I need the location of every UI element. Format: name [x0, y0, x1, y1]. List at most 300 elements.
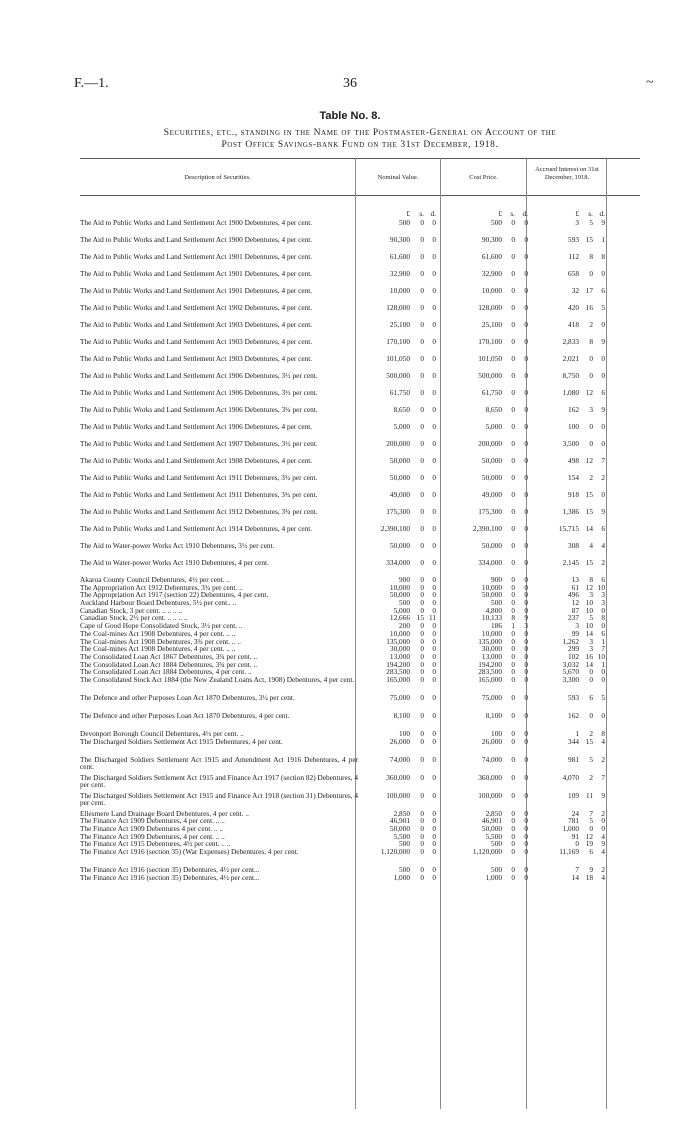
security-description: The Finance Act 1909 Debentures, 4 per cent. .. ..	[80, 831, 225, 841]
interest-pence: 0	[601, 371, 605, 380]
cost-shillings: 0	[511, 674, 515, 684]
cost-pounds: 100	[491, 728, 502, 738]
cost-shillings: 0	[511, 710, 515, 720]
cost-shillings: 0	[511, 524, 515, 533]
nominal-pounds: 61,750	[389, 388, 410, 397]
nominal-pence: 0	[432, 286, 436, 295]
interest-shillings: 9	[589, 865, 593, 875]
security-description: Ellesmere Land Drainage Board Debentures, 4 per cent. ..	[80, 808, 249, 818]
interest-pounds: 3,300	[562, 674, 579, 684]
interest-pence: 5	[601, 303, 605, 312]
cost-shillings: 0	[511, 252, 515, 261]
interest-pence: 0	[601, 439, 605, 448]
table-heading	[80, 127, 640, 151]
interest-shillings: 2	[589, 320, 593, 329]
cost-pounds: 50,000	[481, 541, 502, 550]
nominal-shillings: 0	[420, 824, 424, 833]
cost-pounds: 75,000	[481, 692, 502, 702]
interest-shillings: 0	[589, 371, 593, 380]
interest-pence: 1	[601, 659, 605, 669]
interest-pounds: 11,169	[559, 847, 579, 857]
interest-shillings: 14	[585, 659, 593, 669]
nominal-pence: 0	[432, 337, 436, 346]
interest-pence: 0	[601, 824, 605, 833]
nominal-shillings: 0	[420, 598, 424, 608]
table-row	[80, 542, 650, 559]
nominal-shillings: 0	[420, 692, 424, 702]
header-accrued-interest: Accrued Interest on 31st December, 1918.	[535, 166, 599, 181]
cost-pence: 0	[524, 507, 528, 516]
nominal-pence: 0	[432, 456, 436, 465]
nominal-pence: 0	[432, 847, 436, 857]
nominal-pence: 0	[432, 252, 436, 261]
table-row	[80, 738, 650, 756]
interest-pounds: 496	[568, 590, 579, 600]
nominal-shillings: 0	[420, 405, 424, 414]
interest-pence: 8	[601, 252, 605, 261]
interest-shillings: 2	[589, 772, 593, 782]
interest-pounds: 3,500	[562, 439, 579, 448]
nominal-pounds: 500	[399, 218, 410, 227]
security-description: The Coal-mines Act 1908 Debentures, 4 per cent. .. ..	[80, 628, 236, 638]
nominal-pence: 0	[432, 816, 436, 826]
cost-pounds: 334,000	[478, 558, 502, 567]
cost-pounds: 100,000	[478, 790, 502, 800]
nominal-pence: 0	[432, 667, 436, 677]
interest-shillings: 6	[589, 847, 593, 857]
interest-pence: 3	[601, 598, 605, 608]
interest-pounds: 13	[571, 575, 579, 584]
cost-shillings: 0	[511, 808, 515, 818]
interest-pounds: 4,070	[562, 772, 579, 782]
interest-shillings: 5	[589, 613, 593, 623]
nominal-pence: 0	[432, 524, 436, 533]
cost-shillings: 0	[511, 667, 515, 677]
security-description: The Discharged Soldiers Settlement Act 1915 Debentures, 4 per cent.	[80, 736, 283, 746]
header-bottom-rule	[80, 195, 640, 196]
cost-pounds: 500,000	[478, 371, 502, 380]
security-description: The Coal-mines Act 1908 Debentures, 4 per cent. .. ..	[80, 644, 236, 654]
security-description: The Aid to Public Works and Land Settlement Act 1902 Debentures, 4 per cent.	[80, 303, 313, 312]
interest-pence: 0	[601, 605, 605, 615]
nominal-shillings: 0	[420, 252, 424, 261]
nominal-pence: 0	[432, 388, 436, 397]
cost-shillings: 0	[511, 558, 515, 567]
cost-shillings: 0	[511, 865, 515, 875]
cost-pounds: 32,900	[481, 269, 502, 278]
nominal-pounds: 50,000	[389, 456, 410, 465]
cost-shillings: 0	[511, 659, 515, 669]
cost-pounds: 165,000	[478, 674, 502, 684]
cost-shillings: 0	[511, 816, 515, 826]
interest-shillings: 14	[585, 524, 593, 533]
nominal-pounds: 8,650	[393, 405, 410, 414]
cost-pence: 0	[524, 824, 528, 833]
cost-pence: 0	[524, 218, 528, 227]
cost-pounds: 128,000	[478, 303, 502, 312]
cost-pounds: 8,650	[485, 405, 502, 414]
nominal-pounds: 170,100	[386, 337, 410, 346]
nominal-pence: 0	[432, 692, 436, 702]
table-row	[80, 236, 650, 253]
interest-pounds: 0	[575, 839, 579, 849]
nominal-shillings: 0	[420, 831, 424, 841]
nominal-shillings: 0	[420, 371, 424, 380]
security-description: The Appropriation Act 1912 Debentures, 3¾ per cent. ..	[80, 582, 243, 592]
cost-pence: 0	[524, 456, 528, 465]
security-description: The Consolidated Stock Act 1884 (the New Zealand Loans Act, 1908) Debentures, 4 per cent.	[80, 674, 355, 684]
cost-pounds: 2,850	[485, 808, 502, 818]
interest-shillings: 15	[585, 235, 593, 244]
table-row	[80, 792, 650, 810]
nominal-shillings: 0	[420, 628, 424, 638]
nominal-pence: 0	[432, 808, 436, 818]
cost-pounds: 200,000	[478, 439, 502, 448]
interest-pence: 0	[601, 667, 605, 677]
security-description: The Aid to Public Works and Land Settlement Act 1907 Debentures, 3½ per cent.	[80, 439, 318, 448]
cost-pence: 0	[524, 490, 528, 499]
interest-shillings: 3	[589, 644, 593, 654]
interest-shillings: 16	[585, 303, 593, 312]
cost-pence: 0	[524, 628, 528, 638]
table-row	[80, 874, 650, 882]
interest-pounds: 3,032	[562, 659, 579, 669]
nominal-shillings: 0	[420, 872, 424, 882]
nominal-shillings: 0	[420, 490, 424, 499]
cost-pence: 0	[524, 728, 528, 738]
cost-pounds: 49,000	[481, 490, 502, 499]
interest-pence: 1	[601, 636, 605, 646]
security-description: The Aid to Public Works and Land Settlement Act 1900 Debentures, 4 per cent.	[80, 218, 313, 227]
cost-pounds: 10,000	[481, 628, 502, 638]
interest-pounds: 918	[568, 490, 579, 499]
cost-shillings: 1	[511, 621, 515, 631]
cost-pence: 0	[524, 439, 528, 448]
nominal-pence: 0	[432, 628, 436, 638]
nominal-shillings: 0	[420, 286, 424, 295]
nominal-pence: 11	[428, 613, 436, 623]
cost-shillings: 0	[511, 839, 515, 849]
security-description: Canadian Stock, 2½ per cent. .. .. .. ..	[80, 613, 188, 623]
nominal-pounds: 75,000	[389, 692, 410, 702]
cost-shillings: 0	[511, 354, 515, 363]
security-description: The Aid to Water-power Works Act 1910 Debentures, 4 per cent.	[80, 558, 269, 567]
nominal-pence: 0	[432, 605, 436, 615]
nominal-shillings: 0	[420, 605, 424, 615]
cost-pence: 0	[524, 772, 528, 782]
security-description: The Finance Act 1909 Debentures, 4 per cent. .. ..	[80, 816, 225, 826]
nominal-shillings: 0	[420, 422, 424, 431]
cost-pounds: 25,100	[481, 320, 502, 329]
table-row	[80, 694, 650, 712]
cost-pounds: 8,100	[485, 710, 502, 720]
interest-pence: 0	[601, 354, 605, 363]
interest-shillings: 0	[589, 667, 593, 677]
cost-shillings: 0	[511, 790, 515, 800]
interest-shillings: 8	[589, 252, 593, 261]
page-reference: F.—1.	[74, 76, 109, 91]
cost-pence: 0	[524, 575, 528, 584]
interest-pence: 0	[601, 674, 605, 684]
cost-shillings: 0	[511, 728, 515, 738]
interest-pence: 0	[601, 816, 605, 826]
interest-pounds: 308	[568, 541, 579, 550]
security-description: The Finance Act 1915 Debentures, 4½ per cent. .. ..	[80, 839, 231, 849]
interest-shillings: 7	[589, 808, 593, 818]
interest-pounds: 2,833	[562, 337, 579, 346]
nominal-pence: 0	[432, 303, 436, 312]
nominal-pence: 0	[432, 269, 436, 278]
cost-shillings: 0	[511, 651, 515, 661]
interest-pounds: 12	[571, 598, 579, 608]
security-description: The Aid to Public Works and Land Settlement Act 1901 Debentures, 4 per cent.	[80, 269, 313, 278]
cost-shillings: 0	[511, 628, 515, 638]
interest-shillings: 0	[589, 269, 593, 278]
interest-shillings: 12	[585, 456, 593, 465]
cost-pence: 0	[524, 598, 528, 608]
cost-pounds: 500	[491, 598, 502, 608]
interest-shillings: 11	[585, 790, 593, 800]
cost-shillings: 8	[511, 613, 515, 623]
table-row	[80, 676, 650, 694]
nominal-pounds: 50,000	[389, 590, 410, 600]
interest-shillings: 8	[589, 575, 593, 584]
nominal-pounds: 128,000	[386, 303, 410, 312]
interest-pounds: 3	[575, 621, 579, 631]
interest-pounds: 109	[568, 790, 579, 800]
nominal-pence: 0	[432, 490, 436, 499]
nominal-pence: 0	[432, 558, 436, 567]
nominal-pounds: 30,000	[389, 644, 410, 654]
cost-shillings: 0	[511, 218, 515, 227]
interest-pence: 4	[601, 541, 605, 550]
nominal-pounds: 165,000	[386, 674, 410, 684]
interest-shillings: 18	[585, 872, 593, 882]
interest-pence: 1	[601, 235, 605, 244]
nominal-pounds: 334,000	[386, 558, 410, 567]
cost-pence: 0	[524, 808, 528, 818]
nominal-shillings: 0	[420, 816, 424, 826]
table-row	[80, 304, 650, 321]
cost-shillings: 0	[511, 847, 515, 857]
interest-pounds: 100	[568, 422, 579, 431]
security-description: The Aid to Public Works and Land Settlement Act 1914 Debentures, 4 per cent.	[80, 524, 313, 533]
interest-pounds: 1,386	[562, 507, 579, 516]
nominal-shillings: 0	[420, 728, 424, 738]
nominal-pence: 0	[432, 320, 436, 329]
nominal-shillings: 0	[420, 473, 424, 482]
interest-shillings: 0	[589, 439, 593, 448]
interest-pounds: 237	[568, 613, 579, 623]
cost-shillings: 0	[511, 754, 515, 764]
nominal-pence: 0	[432, 422, 436, 431]
nominal-pence: 0	[432, 772, 436, 782]
interest-pence: 6	[601, 628, 605, 638]
interest-shillings: 15	[585, 507, 593, 516]
cost-shillings: 0	[511, 371, 515, 380]
nominal-shillings: 0	[420, 839, 424, 849]
nominal-pence: 0	[432, 790, 436, 800]
table-row	[80, 355, 650, 372]
interest-pence: 7	[601, 456, 605, 465]
nominal-pounds: 101,050	[386, 354, 410, 363]
interest-pounds: 32	[571, 286, 579, 295]
cost-pounds: 1,120,000	[472, 847, 502, 857]
cost-pounds: 61,750	[481, 388, 502, 397]
interest-pence: 9	[601, 839, 605, 849]
table-row	[80, 756, 650, 774]
interest-pounds: 781	[568, 816, 579, 826]
cost-shillings: 0	[511, 582, 515, 592]
cost-pence: 0	[524, 286, 528, 295]
nominal-shillings: 0	[420, 354, 424, 363]
security-description: The Aid to Public Works and Land Settlement Act 1911 Debentures, 3¾ per cent.	[80, 473, 318, 482]
cost-pence: 0	[524, 235, 528, 244]
nominal-pounds: 13,000	[389, 651, 410, 661]
nominal-pounds: 500,000	[386, 371, 410, 380]
security-description: Akaroa County Council Debentures, 4½ per cent. ..	[80, 575, 230, 584]
security-description: The Discharged Soldiers Settlement Act 1915 and Amendment Act 1916 Debentures, 4 per cent.	[80, 754, 358, 771]
security-description: The Finance Act 1916 (section 35) Debentures, 4½ per cent...	[80, 872, 260, 882]
cost-shillings: 0	[511, 636, 515, 646]
interest-pence: 2	[601, 558, 605, 567]
interest-shillings: 3	[589, 405, 593, 414]
nominal-pounds: 26,000	[389, 736, 410, 746]
security-description: The Consolidated Loan Act 1884 Debentures, 4 per cent. ..	[80, 667, 252, 677]
cost-shillings: 0	[511, 337, 515, 346]
unit-pounds: £	[575, 209, 579, 218]
cost-pounds: 500	[491, 865, 502, 875]
nominal-pence: 0	[432, 541, 436, 550]
nominal-pence: 0	[432, 644, 436, 654]
interest-pence: 6	[601, 286, 605, 295]
cost-pence: 0	[524, 405, 528, 414]
interest-pence: 8	[601, 613, 605, 623]
nominal-shillings: 0	[420, 320, 424, 329]
interest-pounds: 498	[568, 456, 579, 465]
cost-pence: 0	[524, 644, 528, 654]
interest-shillings: 10	[585, 621, 593, 631]
unit-pounds: £	[406, 209, 410, 218]
interest-pounds: 162	[568, 405, 579, 414]
interest-shillings: 12	[585, 831, 593, 841]
cost-shillings: 0	[511, 303, 515, 312]
nominal-pence: 0	[432, 405, 436, 414]
cost-pence: 0	[524, 388, 528, 397]
interest-pounds: 14	[571, 872, 579, 882]
cost-pounds: 26,000	[481, 736, 502, 746]
interest-pence: 2	[601, 808, 605, 818]
interest-shillings: 0	[589, 710, 593, 720]
security-description: The Aid to Public Works and Land Settlement Act 1906 Debentures, 3½ per cent.	[80, 388, 318, 397]
nominal-pounds: 10,000	[389, 582, 410, 592]
interest-pounds: 162	[568, 710, 579, 720]
nominal-pence: 0	[432, 575, 436, 584]
cost-pounds: 500	[491, 839, 502, 849]
interest-pounds: 2,145	[562, 558, 579, 567]
nominal-pounds: 8,100	[393, 710, 410, 720]
security-description: Cape of Good Hope Consolidated Stock, 3½ per cent. ..	[80, 621, 243, 631]
nominal-shillings: 0	[420, 636, 424, 646]
cost-pounds: 46,901	[481, 816, 502, 826]
nominal-pounds: 5,500	[393, 831, 410, 841]
nominal-shillings: 0	[420, 790, 424, 800]
interest-shillings: 12	[585, 388, 593, 397]
security-description: The Aid to Public Works and Land Settlement Act 1906 Debentures, 4 per cent.	[80, 422, 313, 431]
interest-pence: 6	[601, 524, 605, 533]
nominal-pence: 0	[432, 582, 436, 592]
cost-pence: 3	[524, 621, 528, 631]
table-row	[80, 457, 650, 474]
interest-pounds: 1,262	[562, 636, 579, 646]
cost-pounds: 50,000	[481, 473, 502, 482]
interest-pence: 9	[601, 218, 605, 227]
nominal-pence: 0	[432, 659, 436, 669]
nominal-shillings: 0	[420, 659, 424, 669]
cost-pounds: 30,000	[481, 644, 502, 654]
interest-pounds: 344	[568, 736, 579, 746]
nominal-pounds: 50,000	[389, 473, 410, 482]
cost-pence: 0	[524, 354, 528, 363]
cost-pounds: 2,390,100	[472, 524, 502, 533]
nominal-pounds: 5,000	[393, 605, 410, 615]
table-row	[80, 774, 650, 792]
security-description: The Finance Act 1909 Debentures 4 per cent. .. ..	[80, 824, 224, 833]
cost-pence: 0	[524, 371, 528, 380]
unit-pounds: £	[498, 209, 502, 218]
table-row	[80, 440, 650, 457]
cost-pounds: 61,600	[481, 252, 502, 261]
nominal-shillings: 0	[420, 754, 424, 764]
nominal-pence: 0	[432, 235, 436, 244]
page-number: 36	[343, 76, 357, 91]
nominal-pounds: 46,901	[389, 816, 410, 826]
cost-pence: 0	[524, 303, 528, 312]
security-description: The Aid to Public Works and Land Settlement Act 1903 Debentures, 4 per cent.	[80, 320, 313, 329]
nominal-pence: 0	[432, 865, 436, 875]
unit-pence: d.	[430, 209, 436, 218]
security-description: The Defence and other Purposes Loan Act 1870 Debentures, 3½ per cent.	[80, 692, 295, 702]
cost-shillings: 0	[511, 456, 515, 465]
table-row	[80, 491, 650, 508]
nominal-shillings: 0	[420, 388, 424, 397]
nominal-pence: 0	[432, 824, 436, 833]
nominal-shillings: 0	[420, 644, 424, 654]
interest-shillings: 2	[589, 473, 593, 482]
cost-shillings: 0	[511, 405, 515, 414]
interest-pence: 4	[601, 847, 605, 857]
interest-pence: 6	[601, 388, 605, 397]
interest-pence: 7	[601, 772, 605, 782]
interest-pounds: 418	[568, 320, 579, 329]
security-description: The Aid to Public Works and Land Settlement Act 1900 Debentures, 4 per cent.	[80, 235, 313, 244]
table-row	[80, 474, 650, 491]
cost-pounds: 50,000	[481, 590, 502, 600]
cost-shillings: 0	[511, 598, 515, 608]
table-row	[80, 389, 650, 406]
nominal-pounds: 1,000	[393, 872, 410, 882]
cost-pounds: 170,100	[478, 337, 502, 346]
table-row	[80, 270, 650, 287]
nominal-pence: 0	[432, 621, 436, 631]
nominal-pounds: 194,200	[386, 659, 410, 669]
interest-pence: 2	[601, 473, 605, 482]
table-row	[80, 219, 650, 236]
nominal-pence: 0	[432, 218, 436, 227]
nominal-shillings: 0	[420, 524, 424, 533]
interest-shillings: 2	[589, 728, 593, 738]
nominal-pence: 0	[432, 728, 436, 738]
